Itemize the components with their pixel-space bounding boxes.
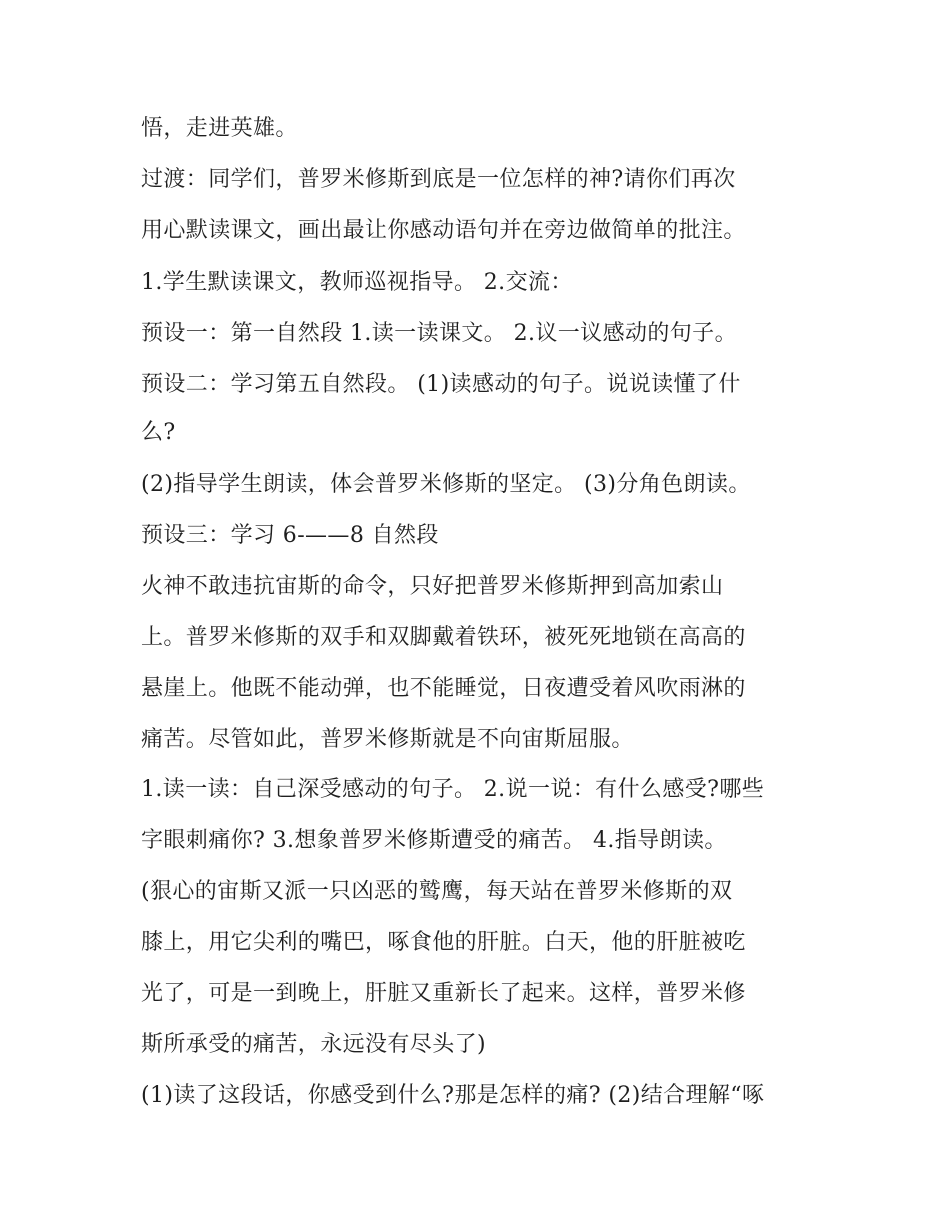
text-line: 预设二：学习第五自然段。 (1)读感动的句子。说说读懂了什 [141,372,741,397]
text-line: 过渡：同学们，普罗米修斯到底是一位怎样的神?请你们再次 [141,167,736,192]
text-line: (1)读了这段话，你感受到什么?那是怎样的痛? (2)结合理解“啄 [141,1083,765,1108]
text-line: 痛苦。尽管如此，普罗米修斯就是不向宙斯屈服。 [141,727,634,752]
text-line: 预设三：学习 6-——8 自然段 [141,523,439,548]
text-line: 字眼刺痛你? 3.想象普罗米修斯遭受的痛苦。 4.指导朗读。 [141,828,727,853]
text-line: 斯所承受的痛苦，永远没有尽头了) [141,1032,486,1057]
text-line: 悟，走进英雄。 [141,116,298,141]
text-line: 火神不敢违抗宙斯的命令，只好把普罗米修斯押到高加索山 [141,574,724,599]
text-line: 悬崖上。他既不能动弹，也不能睡觉，日夜遭受着风吹雨淋的 [141,676,746,701]
text-line: (2)指导学生朗读，体会普罗米修斯的坚定。 (3)分角色朗读。 [141,472,751,497]
text-line: 用心默读课文，画出最让你感动语句并在旁边做简单的批注。 [141,218,746,243]
text-line: 膝上，用它尖利的嘴巴，啄食他的肝脏。白天，他的肝脏被吃 [141,930,746,955]
text-line: 光了，可是一到晚上，肝脏又重新长了起来。这样，普罗米修 [141,981,746,1006]
text-line: 预设一：第一自然段 1.读一读课文。 2.议一议感动的句子。 [141,321,737,346]
text-line: 1.学生默读课文，教师巡视指导。 2.交流： [141,270,573,295]
text-line: 1.读一读：自己深受感动的句子。 2.说一说：有什么感受?哪些 [141,777,765,802]
text-line: (狠心的宙斯又派一只凶恶的鹫鹰，每天站在普罗米修斯的双 [141,879,733,904]
text-line: 上。普罗米修斯的双手和双脚戴着铁环，被死死地锁在高高的 [141,625,746,650]
text-line: 么? [141,420,176,445]
